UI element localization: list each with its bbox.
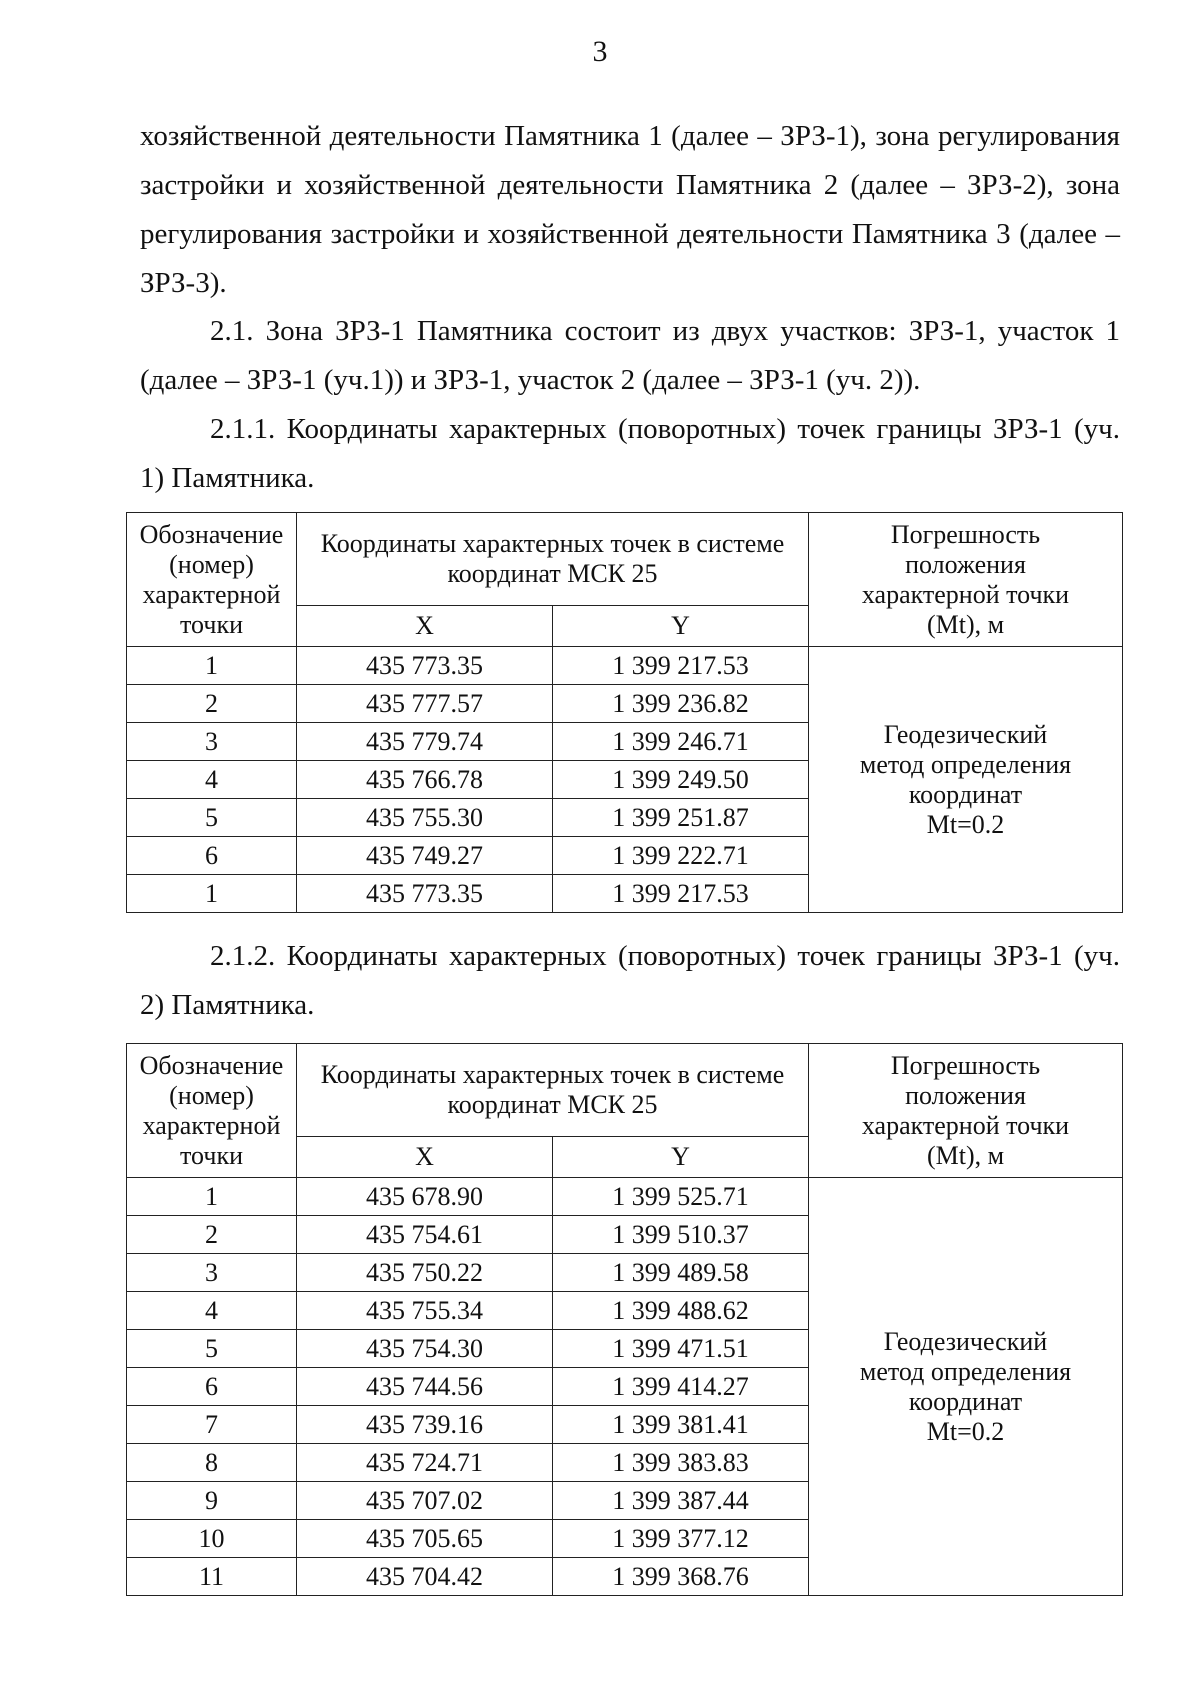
point-column-header (127, 513, 297, 647)
x-coordinate-cell: 435 755.30 (297, 799, 553, 837)
y-coordinate-cell: 1 399 383.83 (553, 1444, 809, 1482)
error-column-header-line: положения (905, 1080, 1026, 1110)
section-2-1-1-heading: 2.1.1. Координаты характерных (поворотных) точек границы ЗРЗ-1 (уч. 1) Памятника. (140, 413, 1120, 494)
y-coordinate-cell: 1 399 510.37 (553, 1216, 809, 1254)
accuracy-note-line: координат (908, 1386, 1023, 1416)
y-coordinate-cell: 1 399 471.51 (553, 1330, 809, 1368)
error-column-header-line: положения (905, 549, 1026, 579)
x-coordinate-cell: 435 766.78 (297, 761, 553, 799)
coordinates-table-uch1 (126, 512, 1123, 913)
page-number: 3 (592, 35, 608, 68)
table-body (127, 1178, 1123, 1596)
point-number-cell: 2 (127, 1216, 297, 1254)
point-number-cell: 5 (127, 799, 297, 837)
x-column-header: X (297, 1137, 553, 1178)
coordinates-group-header-line: Координаты характерных точек в системе (320, 1060, 785, 1089)
x-coordinate-cell: 435 744.56 (297, 1368, 553, 1406)
point-number-cell: 1 (127, 875, 297, 913)
point-number-cell: 8 (127, 1444, 297, 1482)
point-number-cell: 4 (127, 761, 297, 799)
x-coordinate-cell: 435 773.35 (297, 875, 553, 913)
point-column-header-line: Обозначение (139, 519, 284, 549)
point-number-cell: 10 (127, 1520, 297, 1558)
point-number-cell: 7 (127, 1406, 297, 1444)
table-row (127, 1178, 1123, 1216)
x-coordinate-cell: 435 704.42 (297, 1558, 553, 1596)
point-column-header-line: Обозначение (139, 1050, 284, 1080)
coordinates-group-header (297, 513, 809, 606)
point-number-cell: 11 (127, 1558, 297, 1596)
x-coordinate-cell: 435 707.02 (297, 1482, 553, 1520)
x-coordinate-cell: 435 777.57 (297, 685, 553, 723)
accuracy-note-line: Геодезический (883, 719, 1048, 749)
x-coordinate-cell: 435 724.71 (297, 1444, 553, 1482)
point-column-header-line: точки (180, 1140, 243, 1170)
point-column-header-line: (номер) (169, 1080, 254, 1110)
y-coordinate-cell: 1 399 368.76 (553, 1558, 809, 1596)
y-coordinate-cell: 1 399 489.58 (553, 1254, 809, 1292)
point-column-header-line: точки (180, 609, 243, 639)
x-coordinate-cell: 435 779.74 (297, 723, 553, 761)
accuracy-note-line: Mt=0.2 (926, 809, 1005, 839)
y-coordinate-cell: 1 399 381.41 (553, 1406, 809, 1444)
accuracy-note-cell (809, 1178, 1123, 1596)
coordinates-group-header (297, 1044, 809, 1137)
coordinates-group-header-line: координат МСК 25 (447, 559, 658, 588)
point-column-header-line: (номер) (169, 549, 254, 579)
error-column-header-line: характерной точки (861, 579, 1070, 609)
point-number-cell: 9 (127, 1482, 297, 1520)
x-coordinate-cell: 435 749.27 (297, 837, 553, 875)
y-coordinate-cell: 1 399 377.12 (553, 1520, 809, 1558)
error-column-header (809, 1044, 1123, 1178)
x-coordinate-cell: 435 705.65 (297, 1520, 553, 1558)
section-2-1-paragraph: 2.1. Зона ЗРЗ-1 Памятника состоит из двух участков: ЗРЗ-1, участок 1 (далее – ЗРЗ-1 (уч.1)) и ЗРЗ-1, участок 2 (далее – ЗРЗ-1 (уч. 2)). (140, 315, 1120, 396)
accuracy-note-cell (809, 647, 1123, 913)
table-body (127, 647, 1123, 913)
coordinates-group-header-line: Координаты характерных точек в системе (320, 529, 785, 558)
point-number-cell: 3 (127, 723, 297, 761)
point-number-cell: 6 (127, 1368, 297, 1406)
error-column-header-line: (Mt), м (926, 609, 1005, 639)
error-column-header (809, 513, 1123, 647)
y-coordinate-cell: 1 399 488.62 (553, 1292, 809, 1330)
point-column-header (127, 1044, 297, 1178)
coordinates-group-header-line: координат МСК 25 (447, 1090, 658, 1119)
accuracy-note-line: Геодезический (883, 1326, 1048, 1356)
y-coordinate-cell: 1 399 236.82 (553, 685, 809, 723)
x-coordinate-cell: 435 754.30 (297, 1330, 553, 1368)
error-column-header-line: Погрешность (890, 519, 1041, 549)
accuracy-note-line: метод определения (859, 749, 1072, 779)
point-number-cell: 3 (127, 1254, 297, 1292)
point-number-cell: 2 (127, 685, 297, 723)
intro-paragraph: хозяйственной деятельности Памятника 1 (далее – ЗРЗ-1), зона регулирования застройки и хозяйственной деятельности Памятника 2 (далее – ЗРЗ-2), зона регулирования застройки и хозяйственной деятельности Памятника 3 (далее – ЗРЗ-3). (140, 120, 1120, 299)
y-coordinate-cell: 1 399 246.71 (553, 723, 809, 761)
error-column-header-line: (Mt), м (926, 1140, 1005, 1170)
x-coordinate-cell: 435 754.61 (297, 1216, 553, 1254)
accuracy-note-line: Mt=0.2 (926, 1416, 1005, 1446)
point-number-cell: 1 (127, 647, 297, 685)
y-coordinate-cell: 1 399 217.53 (553, 875, 809, 913)
y-coordinate-cell: 1 399 525.71 (553, 1178, 809, 1216)
accuracy-note-line: координат (908, 779, 1023, 809)
accuracy-note-line: метод определения (859, 1356, 1072, 1386)
x-coordinate-cell: 435 773.35 (297, 647, 553, 685)
x-column-header: X (297, 606, 553, 647)
point-number-cell: 5 (127, 1330, 297, 1368)
y-coordinate-cell: 1 399 414.27 (553, 1368, 809, 1406)
point-column-header-line: характерной (142, 1110, 281, 1140)
x-coordinate-cell: 435 678.90 (297, 1178, 553, 1216)
y-coordinate-cell: 1 399 217.53 (553, 647, 809, 685)
point-number-cell: 1 (127, 1178, 297, 1216)
x-coordinate-cell: 435 755.34 (297, 1292, 553, 1330)
y-coordinate-cell: 1 399 222.71 (553, 837, 809, 875)
point-column-header-line: характерной (142, 579, 281, 609)
coordinates-table-uch2 (126, 1043, 1123, 1596)
y-coordinate-cell: 1 399 249.50 (553, 761, 809, 799)
y-column-header: Y (553, 1137, 809, 1178)
x-coordinate-cell: 435 750.22 (297, 1254, 553, 1292)
y-coordinate-cell: 1 399 251.87 (553, 799, 809, 837)
point-number-cell: 4 (127, 1292, 297, 1330)
error-column-header-line: Погрешность (890, 1050, 1041, 1080)
x-coordinate-cell: 435 739.16 (297, 1406, 553, 1444)
error-column-header-line: характерной точки (861, 1110, 1070, 1140)
table-row (127, 647, 1123, 685)
point-number-cell: 6 (127, 837, 297, 875)
y-coordinate-cell: 1 399 387.44 (553, 1482, 809, 1520)
section-2-1-2-heading: 2.1.2. Координаты характерных (поворотных) точек границы ЗРЗ-1 (уч. 2) Памятника. (140, 940, 1120, 1021)
y-column-header: Y (553, 606, 809, 647)
